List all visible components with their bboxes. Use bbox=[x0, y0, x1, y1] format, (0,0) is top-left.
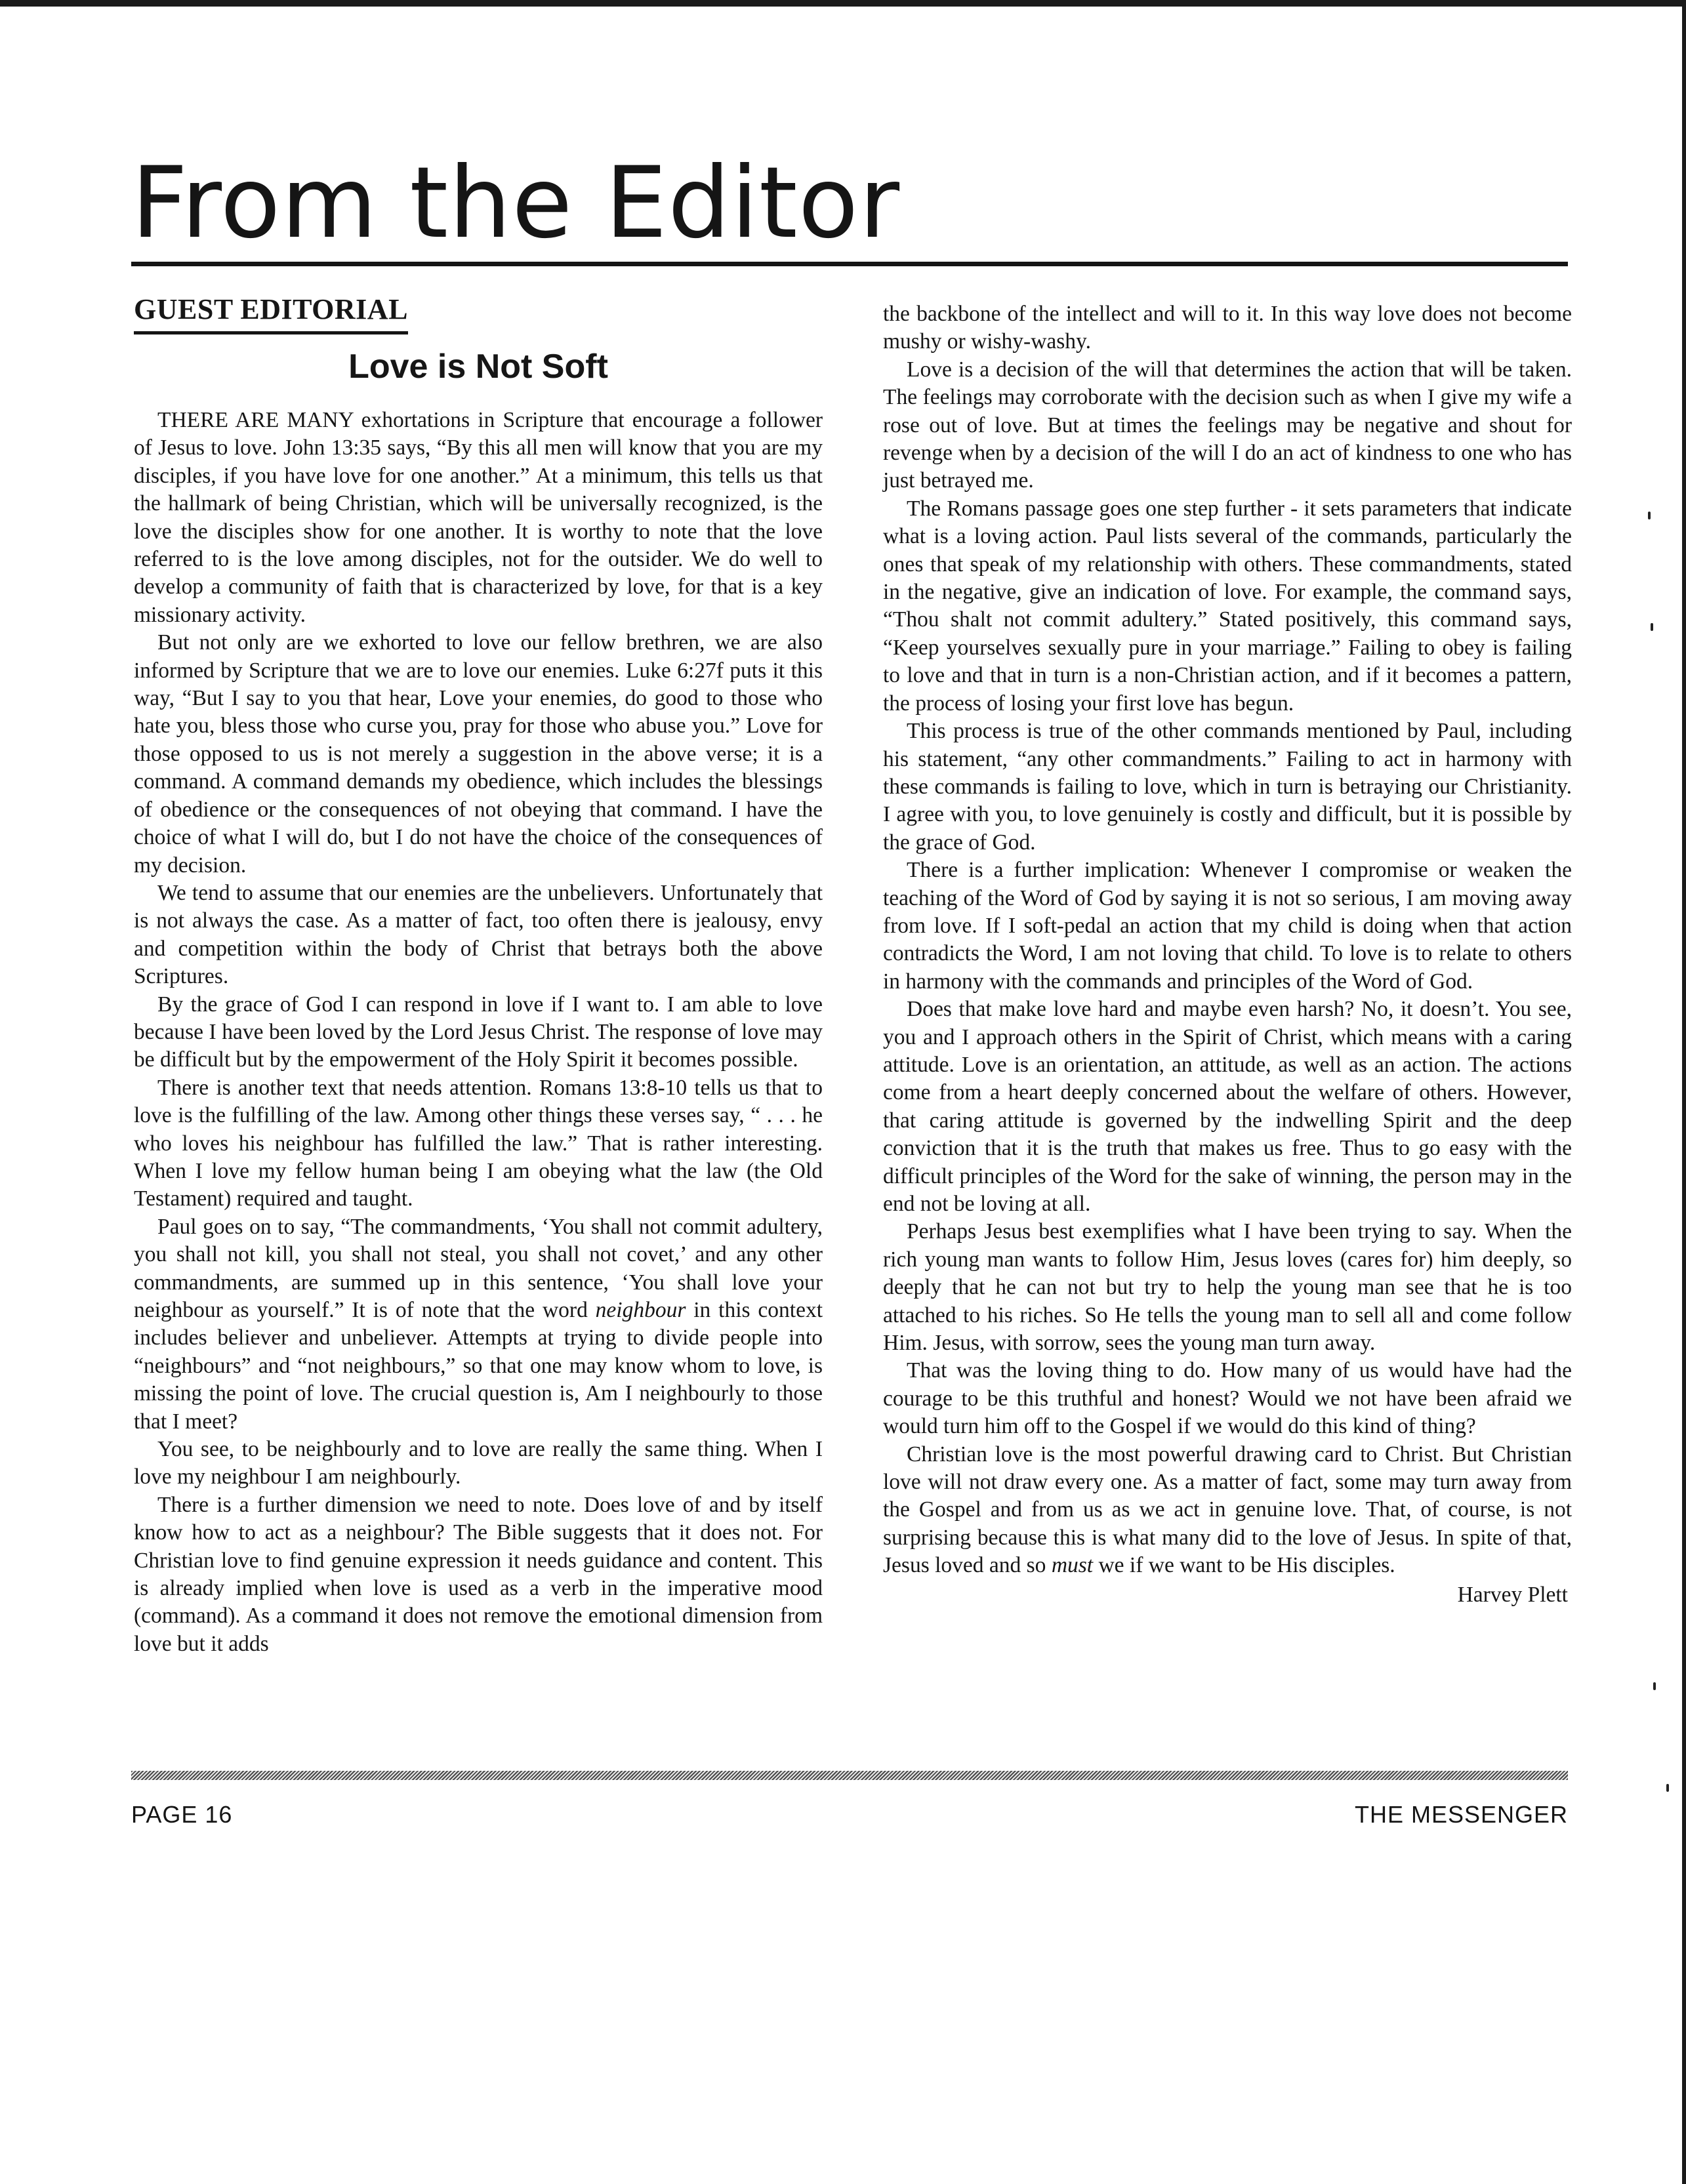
paragraph-text: Love is a decision of the will that determines the action that will be taken. The feelings may corroborate with the decision such as when I give my wife a rose out of love. But at times the feelings may be negative and shout for revenge when by a decision of the will I do an act of kindness to one who has just betrayed me. bbox=[883, 357, 1572, 493]
emphasis: neighbour bbox=[595, 1298, 686, 1322]
paragraph bbox=[883, 1357, 1572, 1440]
paragraph bbox=[134, 407, 823, 629]
paragraph bbox=[883, 1441, 1572, 1580]
paragraph bbox=[134, 1491, 823, 1658]
paragraph bbox=[883, 300, 1572, 356]
paragraph-text: The Romans passage goes one step further - it sets parameters that indicate what is a loving action. Paul lists several of the commands, particularly the ones that speak of my relationship with others. These commandments, stated in the negative, give an indication of love. For example, the command says, “Thou shalt not commit adultery.” Stated positively, this command says, “Keep yourselves sexually pure in your marriage.” Failing to obey is failing to love and that in turn is a non-Christian action, and if it becomes a pattern, the process of losing your first love has begun. bbox=[883, 496, 1572, 716]
masthead bbox=[131, 148, 1568, 266]
emphasis: must bbox=[1051, 1553, 1094, 1578]
footer-band bbox=[131, 1771, 1568, 1780]
paragraph-text: THERE ARE MANY exhortations in Scripture that encourage a follower of Jesus to love. John 13:35 says, “By this all men will know that you are my disciples, if you have love for one another.” At a minimum, this tells us that the hallmark of being Christian, which will be universally recognized, is the love the disciples show for one another. It is worthy to note that the love referred to is the love among disciples, not for the outsider. We do well to develop a community of faith that is characterized by love, for that is a key missionary activity. bbox=[134, 408, 823, 627]
paragraph bbox=[883, 996, 1572, 1218]
left-column bbox=[134, 292, 823, 1658]
paragraph-text: But not only are we exhorted to love our fellow brethren, we are also informed by Scripture that we are to love our enemies. Luke 6:27f puts it this way, “But I say to you that hear, Love your enemies, do good to those who hate you, bless those who curse you, pray for those who abuse you.” Love for those opposed to us is not merely a suggestion in the above verse; it is a command. A command demands my obedience, which includes the blessings of obedience or the consequences of not obeying that command. I have the choice of what I will do, but I do not have the choice of the consequences of my decision. bbox=[134, 630, 823, 878]
paragraph bbox=[883, 718, 1572, 857]
paragraph bbox=[883, 356, 1572, 495]
paragraph-text: Does that make love hard and maybe even harsh? No, it doesn’t. You see, you and I approach others in the Spirit of Christ, which means with a caring attitude. Love is an orientation, an attitude, as well as an action. The actions come from a heart deeply concerned about the welfare of others. However, that caring attitude is governed by the indwelling Spirit and the deep conviction that it is the truth that makes us free. Thus to go easy with the difficult principles of the Word for the sake of winning, the person may in the end not be loving at all. bbox=[883, 997, 1572, 1216]
publication-name: THE MESSENGER bbox=[1354, 1801, 1568, 1828]
masthead-rule bbox=[131, 262, 1568, 266]
paragraph-text: Perhaps Jesus best exemplifies what I have been trying to say. When the rich young man wants to follow Him, Jesus loves (cares for) him deeply, so deeply that he can not but try to help the young man see that he is too attached to his riches. So He tells the young man to sell all and come follow Him. Jesus, with sorrow, sees the young man turn away. bbox=[883, 1219, 1572, 1356]
section-title: From the Editor bbox=[131, 146, 901, 260]
paragraph-text: in this context includes believer and unbeliever. Attempts at trying to divide people into “neighbours” and “not neighbours,” so that one may know whom to love, is missing the point of love. The crucial question is, Am I neighbourly to those that I meet? bbox=[134, 1298, 823, 1434]
paragraph bbox=[883, 1218, 1572, 1357]
paragraph-text: There is a further implication: Whenever I compromise or weaken the teaching of the Word of God by saying it is not so serious, I am moving away from love. If I soft-pedal an action that my child is doing when that action contradicts the Word, I am not loving that child. To love is to relate to others in harmony with the commands and principles of the Word of God. bbox=[883, 858, 1572, 994]
paragraph-text: There is another text that needs attention. Romans 13:8-10 tells us that to love is the fulfilling of the law. Among other things these verses say, “ . . . he who loves his neighbour has fulfilled the law.” That is rather interesting. When I love my fellow human being I am obeying what the law (the Old Testament) required and taught. bbox=[134, 1075, 823, 1211]
paragraph bbox=[134, 1213, 823, 1436]
paragraph bbox=[134, 1436, 823, 1491]
paragraph-text: Paul goes on to say, “The commandments, ‘You shall not commit adultery, you shall not kill, you shall not steal, you shall not covet,’ and any other commandments, are summed up in this sentence, ‘You shall love your neighbour as yourself.” It is of note that the word bbox=[134, 1214, 823, 1322]
paragraph bbox=[883, 495, 1572, 718]
right-column bbox=[883, 300, 1572, 1609]
article-title: Love is Not Soft bbox=[348, 348, 608, 386]
margin-mark bbox=[1666, 1784, 1669, 1792]
paragraph bbox=[134, 880, 823, 991]
paragraph bbox=[134, 991, 823, 1074]
paragraph-text: That was the loving thing to do. How many of us would have had the courage to be this truthful and honest? Would we not have been afraid we would turn him off to the Gospel if we would do this kind of thing? bbox=[883, 1358, 1572, 1439]
paragraph bbox=[134, 629, 823, 880]
margin-mark bbox=[1648, 512, 1651, 519]
paragraph bbox=[883, 857, 1572, 996]
paragraph bbox=[134, 1074, 823, 1213]
paragraph-text: the backbone of the intellect and will to it. In this way love does not become mushy or wishy-washy. bbox=[883, 302, 1572, 354]
kicker: GUEST EDITORIAL bbox=[134, 292, 408, 334]
paragraph-text: we if we want to be His disciples. bbox=[1093, 1553, 1395, 1578]
paragraph-text: We tend to assume that our enemies are the unbelievers. Unfortunately that is not always the case. As a matter of fact, too often there is jealousy, envy and competition within the body of Christ that betrays both the above Scriptures. bbox=[134, 880, 823, 989]
margin-mark bbox=[1653, 1682, 1656, 1690]
scan-edge-top bbox=[0, 0, 1686, 7]
author-signature: Harvey Plett bbox=[1457, 1582, 1568, 1607]
page-number: PAGE 16 bbox=[131, 1801, 233, 1828]
paragraph-text: By the grace of God I can respond in love if I want to. I am able to love because I have been loved by the Lord Jesus Christ. The response of love may be difficult but by the empowerment of the Holy Spirit it becomes possible. bbox=[134, 992, 823, 1072]
scan-edge-right bbox=[1682, 0, 1686, 2184]
paragraph-text: There is a further dimension we need to note. Does love of and by itself know how to act as a neighbour? The Bible suggests that it does not. For Christian love to find genuine expression it needs guidance and content. This is already implied when love is used as a verb in the imperative mood (command). As a command it does not remove the emotional dimension from love but it adds bbox=[134, 1492, 823, 1656]
margin-mark bbox=[1651, 623, 1653, 631]
paragraph-text: You see, to be neighbourly and to love are really the same thing. When I love my neighbour I am neighbourly. bbox=[134, 1437, 823, 1489]
paragraph-text: This process is true of the other commands mentioned by Paul, including his statement, “any other commandments.” Failing to act in harmony with these commands is failing to love, which in turn is betraying our Christianity. I agree with you, to love genuinely is costly and difficult, but it is possible by the grace of God. bbox=[883, 719, 1572, 855]
paragraph-text: Christian love is the most powerful drawing card to Christ. But Christian love will not draw every one. As a matter of fact, some may turn away from the Gospel and from us as we act in genuine love. That, of course, is not surprising because this is what many did to the love of Jesus. In spite of that, Jesus loved and so bbox=[883, 1442, 1572, 1578]
